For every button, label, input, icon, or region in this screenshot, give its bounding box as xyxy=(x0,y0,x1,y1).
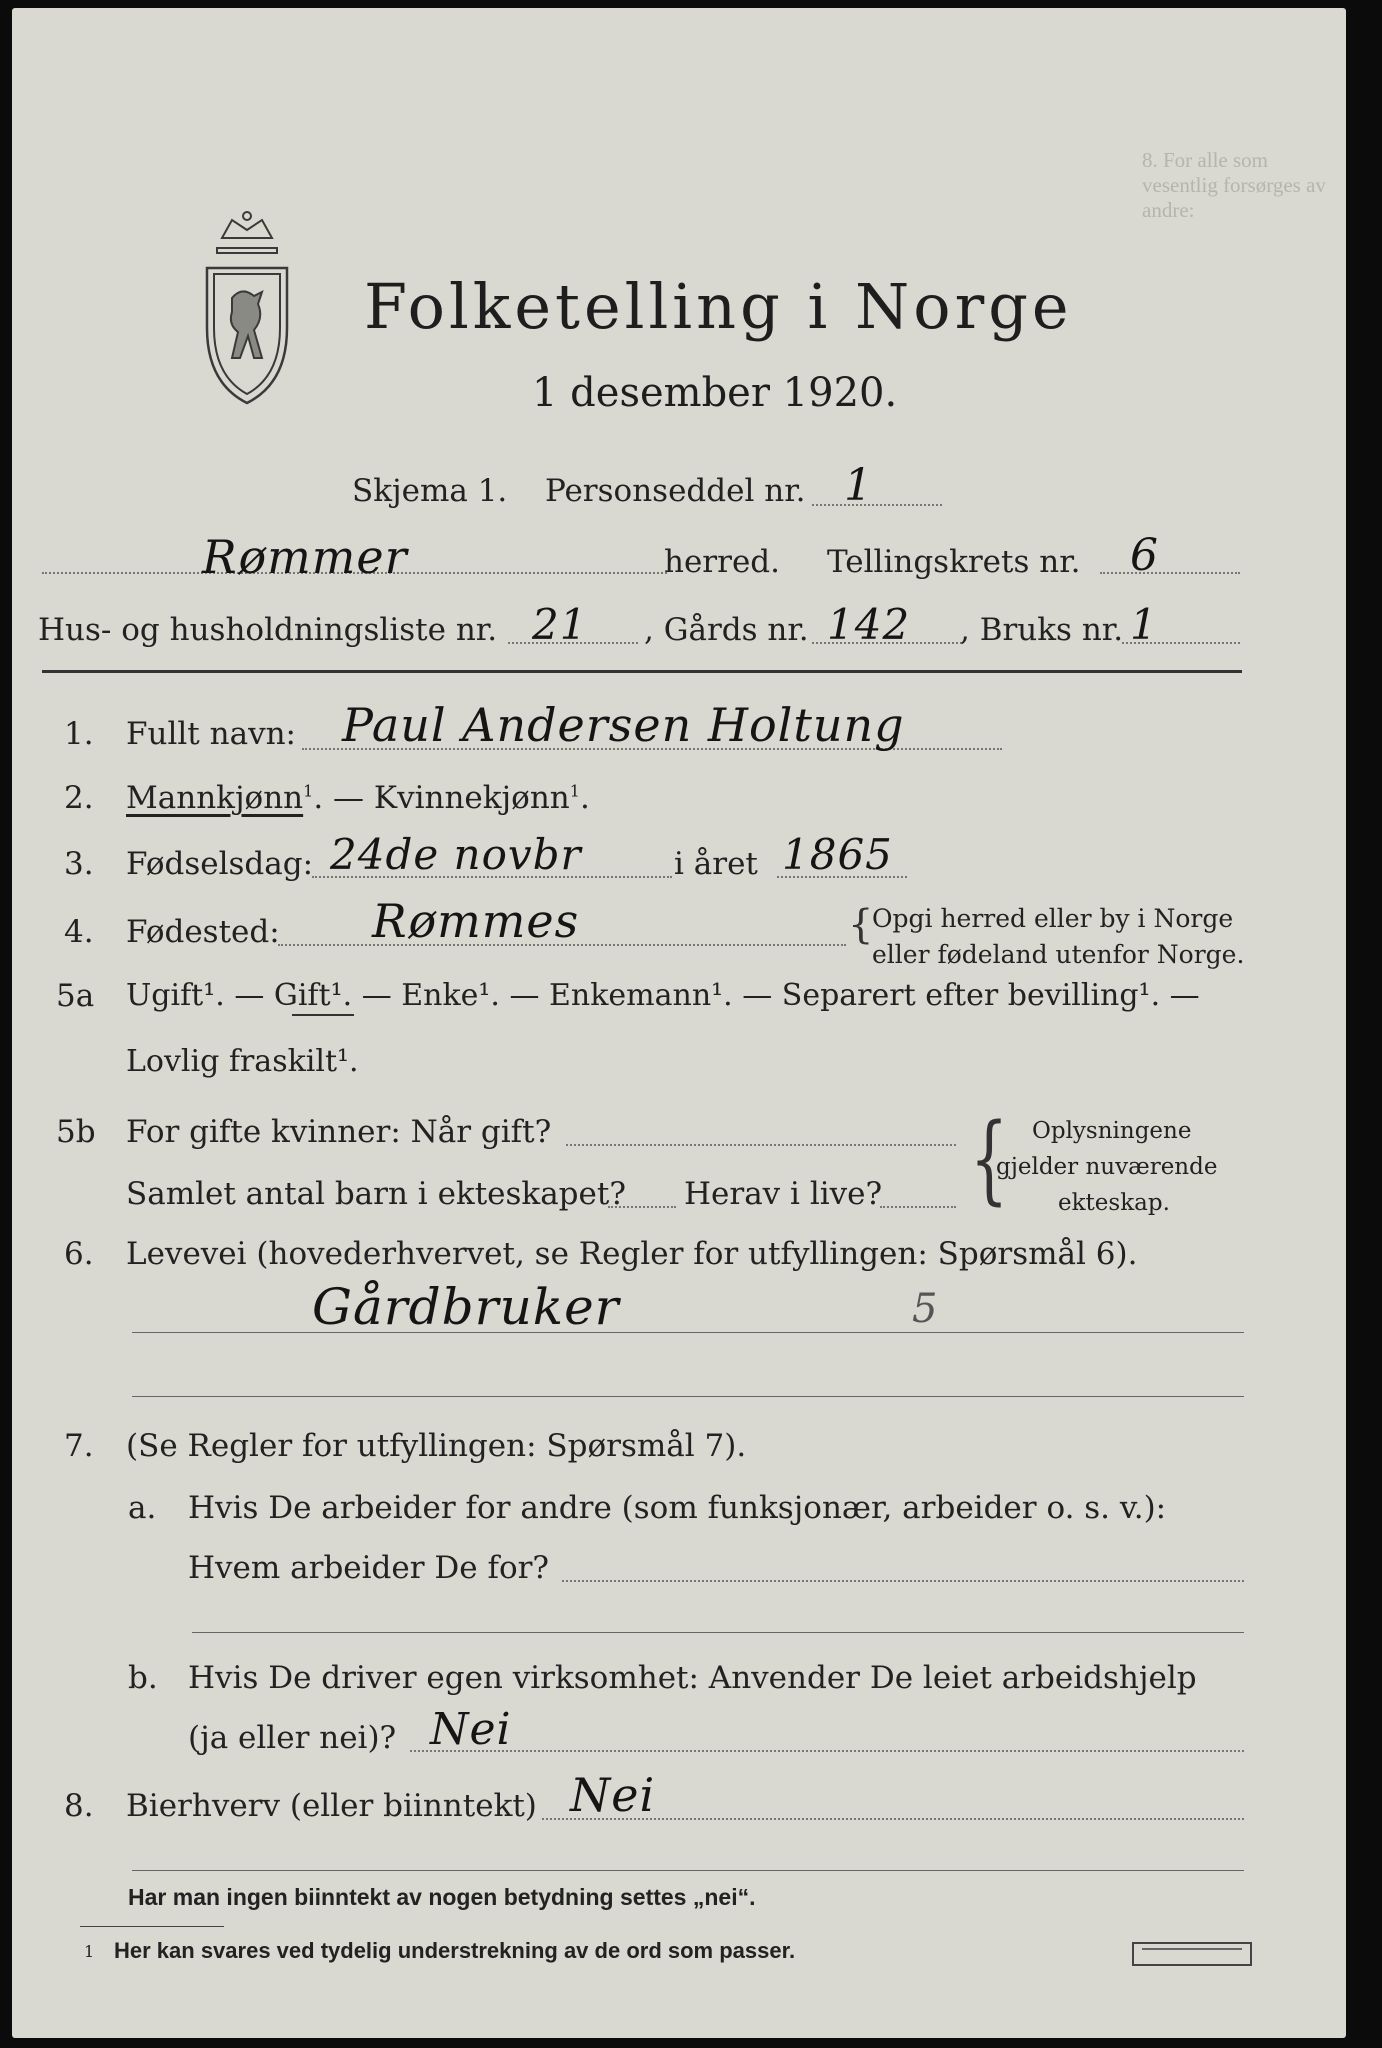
footnote-divider xyxy=(80,1926,224,1927)
q7b-line xyxy=(410,1750,1244,1752)
q5b-married-line xyxy=(566,1144,956,1146)
printer-stamp xyxy=(1132,1942,1252,1966)
footnote-marker: 1 xyxy=(84,1942,95,1961)
q5b-children-label: Samlet antal barn i ekteskapet? xyxy=(126,1176,626,1212)
bruks-label: , Bruks nr. xyxy=(960,612,1124,648)
q5b-note-line3: ekteskap. xyxy=(1058,1190,1170,1216)
q2-number: 2. xyxy=(64,780,94,816)
bruks-value: 1 xyxy=(1130,600,1158,649)
q2-female-option: Kvinnekjønn xyxy=(373,780,570,816)
q6-line1 xyxy=(132,1332,1244,1333)
q4-label: Fødested: xyxy=(126,914,280,950)
q4-note-line1: Opgi herred eller by i Norge xyxy=(872,904,1234,933)
herred-label: herred. xyxy=(664,544,780,580)
bleed-through-text: 8. For alle som vesentlig forsørges av andre: xyxy=(1142,148,1326,222)
husliste-value: 21 xyxy=(532,600,588,649)
q2-male-option: Mannkjønn xyxy=(126,780,304,816)
personseddel-line xyxy=(812,504,942,506)
q7a-line1 xyxy=(562,1580,1244,1582)
q1-name-value: Paul Andersen Holtung xyxy=(342,698,905,752)
q5b-number: 5b xyxy=(56,1114,96,1150)
schema-label: Skjema 1. xyxy=(352,473,508,509)
q6-line2 xyxy=(132,1396,1244,1397)
q5a-number: 5a xyxy=(56,978,95,1014)
census-form-page xyxy=(12,8,1346,2038)
q2-options: Mannkjønn$^1$. — Kvinnekjønn$^1$. xyxy=(126,780,590,816)
q7a-letter: a. xyxy=(128,1490,157,1526)
q6-number: 6. xyxy=(64,1236,94,1272)
personseddel-value: 1 xyxy=(844,460,873,511)
q2-end: . xyxy=(579,780,590,816)
q7a-line2 xyxy=(192,1632,1244,1633)
q3-number: 3. xyxy=(64,846,94,882)
gards-label: , Gårds nr. xyxy=(644,612,809,648)
q8-label: Bierhverv (eller biinntekt) xyxy=(126,1788,537,1824)
header-divider xyxy=(42,670,1242,673)
q3-day-value: 24de novbr xyxy=(330,830,582,879)
footnote-text: Her kan svares ved tydelig understrekning av de ord som passer. xyxy=(114,1938,796,1963)
q1-number: 1. xyxy=(64,716,94,752)
q7b-letter: b. xyxy=(128,1660,158,1696)
q5b-married-label: For gifte kvinner: Når gift? xyxy=(126,1114,552,1150)
q7a-question: Hvem arbeider De for? xyxy=(188,1550,550,1586)
q3-label: Fødselsdag: xyxy=(126,846,314,882)
q6-label: Levevei (hovederhvervet, se Regler for utfyllingen: Spørsmål 6). xyxy=(126,1236,1138,1272)
tellingskrets-value: 6 xyxy=(1130,530,1159,581)
q4-brace: { xyxy=(848,902,874,948)
q3-year-value: 1865 xyxy=(782,830,893,879)
census-date: 1 desember 1920. xyxy=(532,370,898,416)
personseddel-label: Personseddel nr. xyxy=(545,473,806,509)
form-title: Folketelling i Norge xyxy=(364,270,1073,343)
q6-occupation-value: Gårdbruker xyxy=(312,1278,620,1336)
q5b-note-line2: gjelder nuværende xyxy=(996,1154,1218,1180)
q8-line2 xyxy=(132,1870,1244,1871)
q2-separator: . — xyxy=(313,780,374,816)
q8-answer-value: Nei xyxy=(570,1768,656,1822)
tellingskrets-label: Tellingskrets nr. xyxy=(827,544,1081,580)
q7b-text: Hvis De driver egen virksomhet: Anvender De leiet arbeidshjelp xyxy=(188,1660,1197,1696)
tellingskrets-line xyxy=(1100,572,1240,574)
q4-note-line2: eller fødeland utenfor Norge. xyxy=(872,940,1245,969)
q5a-options-line1: Ugift¹. — Gift¹. — Enke¹. — Enkemann¹. — Separert efter bevilling¹. — xyxy=(126,978,1200,1013)
q7b-question: (ja eller nei)? xyxy=(188,1720,397,1756)
q7b-answer-value: Nei xyxy=(430,1704,512,1755)
q7-label: (Se Regler for utfyllingen: Spørsmål 7). xyxy=(126,1428,747,1464)
q5b-children-line xyxy=(608,1206,676,1208)
q5b-brace: { xyxy=(970,1104,1009,1216)
q4-birthplace-value: Rømmes xyxy=(372,894,580,948)
husliste-label: Hus- og husholdningsliste nr. xyxy=(38,612,498,648)
q8-number: 8. xyxy=(64,1788,94,1824)
q7-number: 7. xyxy=(64,1428,94,1464)
coat-of-arms-icon xyxy=(192,208,302,408)
q5a-options-line2: Lovlig fraskilt¹. xyxy=(126,1044,359,1079)
q5b-alive-label: Herav i live? xyxy=(684,1176,883,1212)
gards-value: 142 xyxy=(827,600,911,649)
footer-note: Har man ingen biinntekt av nogen betydning settes „nei“. xyxy=(128,1884,756,1910)
q3-year-label: i året xyxy=(674,846,758,882)
q5a-gift-underline xyxy=(292,1014,354,1016)
q5b-note-line1: Oplysningene xyxy=(1032,1118,1192,1144)
herred-value: Rømmer xyxy=(202,530,408,584)
q4-number: 4. xyxy=(64,914,94,950)
q7a-text: Hvis De arbeider for andre (som funksjonær, arbeider o. s. v.): xyxy=(188,1490,1167,1526)
q6-code-mark: 5 xyxy=(912,1286,939,1332)
q5b-alive-line xyxy=(880,1206,956,1208)
q1-label: Fullt navn: xyxy=(126,716,296,752)
